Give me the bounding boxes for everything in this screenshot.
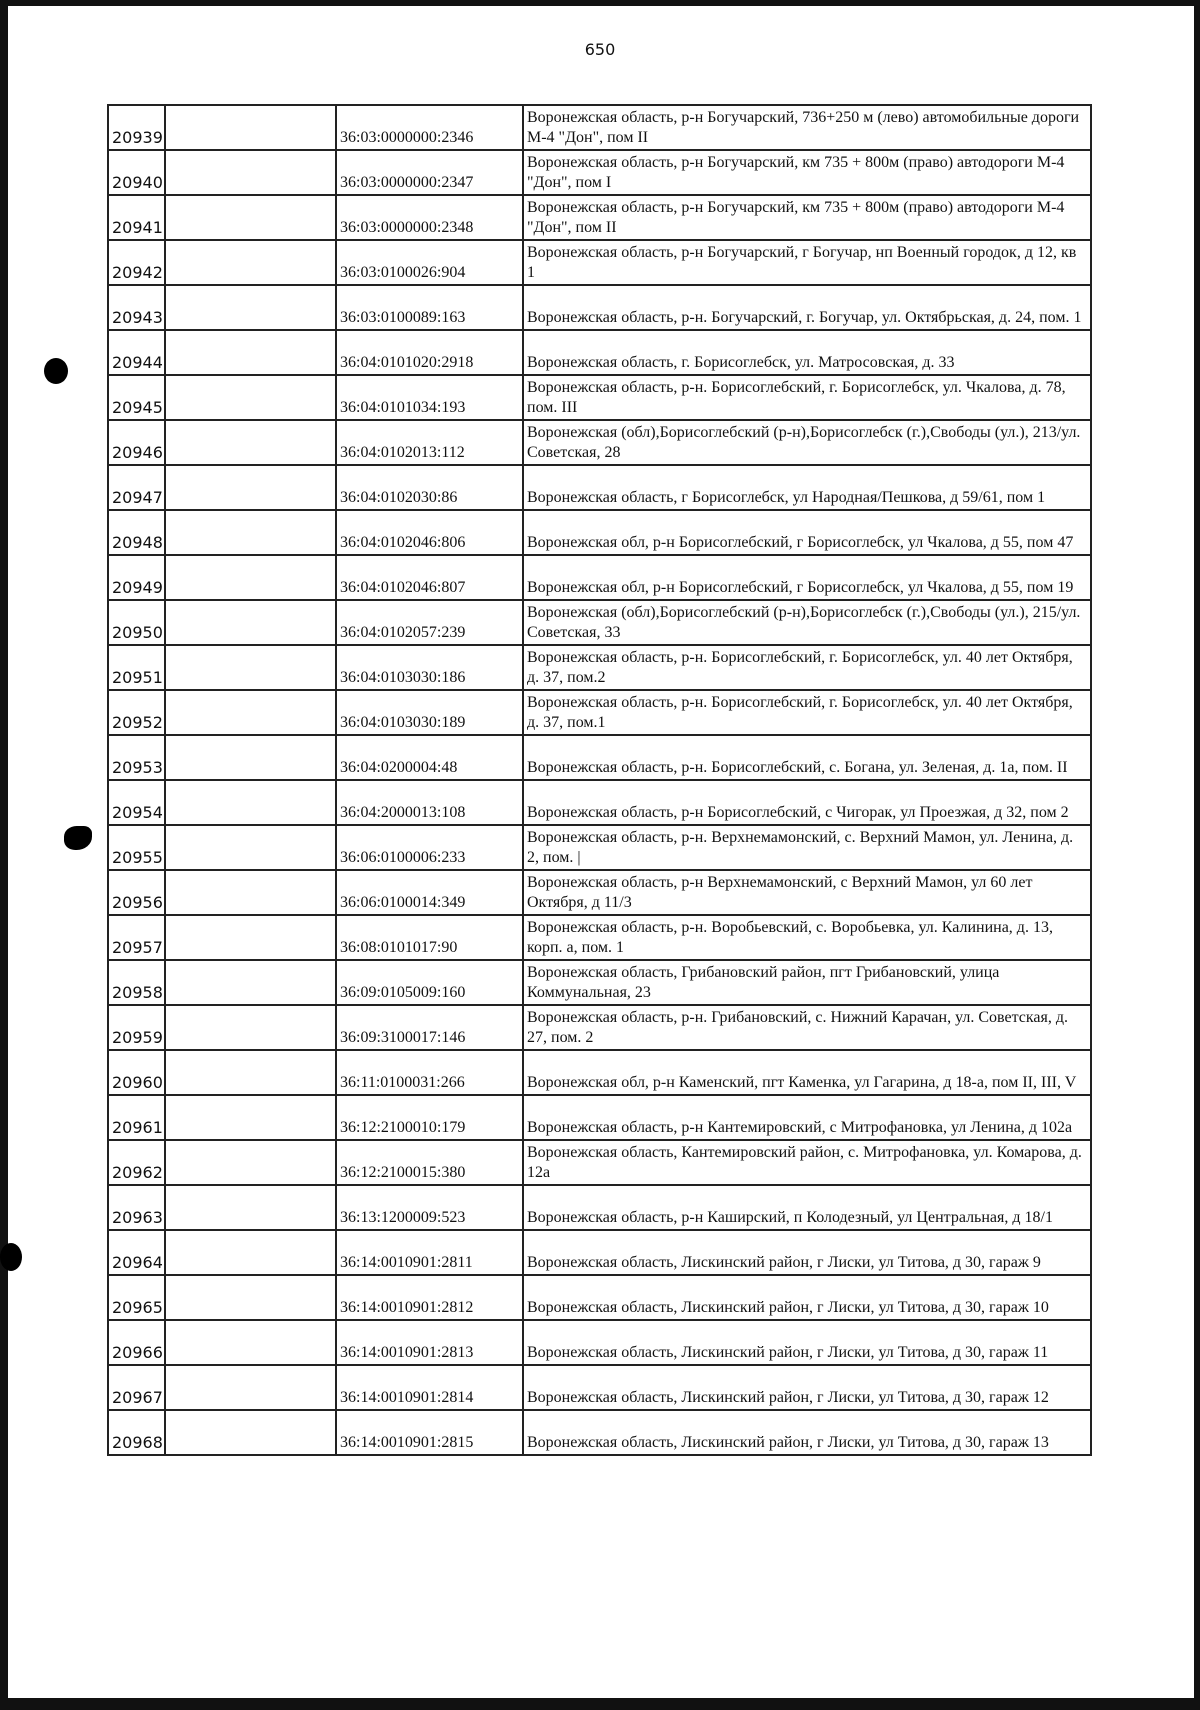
row-number-cell: 20954	[108, 780, 165, 825]
table-row	[108, 1005, 1091, 1050]
table-row	[108, 690, 1091, 735]
table-row	[108, 1050, 1091, 1095]
page-number: 650	[584, 40, 616, 59]
table-row	[108, 1140, 1091, 1185]
table-row	[108, 870, 1091, 915]
address-cell: Воронежская область, Грибановский район, пгт Грибановский, улица Коммунальная, 23	[523, 960, 1091, 1005]
address-cell: Воронежская область, Лискинский район, г Лиски, ул Титова, д 30, гараж 13	[523, 1410, 1091, 1455]
cadastral-number-cell: 36:03:0100089:163	[336, 285, 523, 330]
empty-cell	[165, 1275, 336, 1320]
address-cell: Воронежская область, р-н Кантемировский, с Митрофановка, ул Ленина, д 102а	[523, 1095, 1091, 1140]
row-number-cell: 20960	[108, 1050, 165, 1095]
address-cell: Воронежская область, р-н Каширский, п Колодезный, ул Центральная, д 18/1	[523, 1185, 1091, 1230]
empty-cell	[165, 510, 336, 555]
address-cell: Воронежская область, Лискинский район, г Лиски, ул Титова, д 30, гараж 10	[523, 1275, 1091, 1320]
cadastral-number-cell: 36:06:0100014:349	[336, 870, 523, 915]
binder-hole-mark	[0, 1243, 22, 1271]
address-cell: Воронежская (обл),Борисоглебский (р-н),Борисоглебск (г.),Свободы (ул.), 213/ул. Советская, 28	[523, 420, 1091, 465]
empty-cell	[165, 195, 336, 240]
table-row	[108, 1320, 1091, 1365]
row-number-cell: 20948	[108, 510, 165, 555]
address-cell: Воронежская область, р-н. Борисоглебский, г. Борисоглебск, ул. 40 лет Октября, д. 37, пом.1	[523, 690, 1091, 735]
empty-cell	[165, 870, 336, 915]
cadastral-number-cell: 36:14:0010901:2814	[336, 1365, 523, 1410]
row-number-cell: 20964	[108, 1230, 165, 1275]
address-cell: Воронежская область, р-н Богучарский, 736+250 м (лево) автомобильные дороги М-4 "Дон", пом II	[523, 105, 1091, 150]
empty-cell	[165, 1230, 336, 1275]
table-row	[108, 960, 1091, 1005]
table-row	[108, 780, 1091, 825]
address-cell: Воронежская область, Лискинский район, г Лиски, ул Титова, д 30, гараж 12	[523, 1365, 1091, 1410]
cadastral-number-cell: 36:14:0010901:2811	[336, 1230, 523, 1275]
cadastral-number-cell: 36:04:0200004:48	[336, 735, 523, 780]
address-cell: Воронежская область, р-н. Борисоглебский, с. Богана, ул. Зеленая, д. 1а, пом. II	[523, 735, 1091, 780]
address-cell: Воронежская область, р-н. Борисоглебский, г. Борисоглебск, ул. 40 лет Октября, д. 37, пом.2	[523, 645, 1091, 690]
empty-cell	[165, 285, 336, 330]
address-cell: Воронежская область, Лискинский район, г Лиски, ул Титова, д 30, гараж 11	[523, 1320, 1091, 1365]
empty-cell	[165, 1050, 336, 1095]
address-cell: Воронежская область, г Борисоглебск, ул Народная/Пешкова, д 59/61, пом 1	[523, 465, 1091, 510]
cadastral-number-cell: 36:04:0102013:112	[336, 420, 523, 465]
cadastral-number-cell: 36:14:0010901:2815	[336, 1410, 523, 1455]
empty-cell	[165, 1185, 336, 1230]
empty-cell	[165, 240, 336, 285]
table-row	[108, 330, 1091, 375]
table-row	[108, 735, 1091, 780]
cadastral-number-cell: 36:06:0100006:233	[336, 825, 523, 870]
empty-cell	[165, 780, 336, 825]
row-number-cell: 20941	[108, 195, 165, 240]
cadastral-number-cell: 36:08:0101017:90	[336, 915, 523, 960]
cadastral-number-cell: 36:04:0103030:189	[336, 690, 523, 735]
empty-cell	[165, 465, 336, 510]
cadastral-number-cell: 36:04:0101020:2918	[336, 330, 523, 375]
binder-hole-mark	[44, 358, 68, 384]
property-register-table	[107, 104, 1092, 1456]
address-cell: Воронежская обл, р-н Каменский, пгт Каменка, ул Гагарина, д 18-а, пом II, III, V	[523, 1050, 1091, 1095]
empty-cell	[165, 915, 336, 960]
cadastral-number-cell: 36:04:0101034:193	[336, 375, 523, 420]
address-cell: Воронежская область, р-н Верхнемамонский, с Верхний Мамон, ул 60 лет Октября, д 11/3	[523, 870, 1091, 915]
cadastral-number-cell: 36:04:2000013:108	[336, 780, 523, 825]
row-number-cell: 20945	[108, 375, 165, 420]
address-cell: Воронежская область, Кантемировский район, с. Митрофановка, ул. Комарова, д. 12а	[523, 1140, 1091, 1185]
table-row	[108, 600, 1091, 645]
row-number-cell: 20952	[108, 690, 165, 735]
row-number-cell: 20962	[108, 1140, 165, 1185]
table-row	[108, 1095, 1091, 1140]
table-row	[108, 285, 1091, 330]
row-number-cell: 20955	[108, 825, 165, 870]
cadastral-number-cell: 36:03:0000000:2346	[336, 105, 523, 150]
cadastral-number-cell: 36:14:0010901:2813	[336, 1320, 523, 1365]
address-cell: Воронежская область, р-н Богучарский, г Богучар, нп Военный городок, д 12, кв 1	[523, 240, 1091, 285]
table-row	[108, 1365, 1091, 1410]
row-number-cell: 20956	[108, 870, 165, 915]
empty-cell	[165, 600, 336, 645]
table-row	[108, 645, 1091, 690]
empty-cell	[165, 960, 336, 1005]
row-number-cell: 20957	[108, 915, 165, 960]
table-row	[108, 150, 1091, 195]
empty-cell	[165, 1095, 336, 1140]
cadastral-number-cell: 36:12:2100015:380	[336, 1140, 523, 1185]
address-cell: Воронежская область, р-н. Богучарский, г. Богучар, ул. Октябрьская, д. 24, пом. 1	[523, 285, 1091, 330]
row-number-cell: 20961	[108, 1095, 165, 1140]
empty-cell	[165, 150, 336, 195]
row-number-cell: 20947	[108, 465, 165, 510]
row-number-cell: 20943	[108, 285, 165, 330]
address-cell: Воронежская область, р-н. Воробьевский, с. Воробьевка, ул. Калинина, д. 13, корп. а, пом. 1	[523, 915, 1091, 960]
row-number-cell: 20951	[108, 645, 165, 690]
empty-cell	[165, 330, 336, 375]
table-row	[108, 240, 1091, 285]
cadastral-number-cell: 36:12:2100010:179	[336, 1095, 523, 1140]
empty-cell	[165, 1140, 336, 1185]
empty-cell	[165, 420, 336, 465]
row-number-cell: 20958	[108, 960, 165, 1005]
address-cell: Воронежская область, р-н. Грибановский, с. Нижний Карачан, ул. Советская, д. 27, пом. 2	[523, 1005, 1091, 1050]
address-cell: Воронежская область, Лискинский район, г Лиски, ул Титова, д 30, гараж 9	[523, 1230, 1091, 1275]
register-table-body	[108, 105, 1091, 1455]
empty-cell	[165, 555, 336, 600]
row-number-cell: 20950	[108, 600, 165, 645]
row-number-cell: 20944	[108, 330, 165, 375]
empty-cell	[165, 105, 336, 150]
row-number-cell: 20963	[108, 1185, 165, 1230]
table-row	[108, 555, 1091, 600]
row-number-cell: 20939	[108, 105, 165, 150]
cadastral-number-cell: 36:03:0100026:904	[336, 240, 523, 285]
row-number-cell: 20959	[108, 1005, 165, 1050]
table-row	[108, 825, 1091, 870]
address-cell: Воронежская (обл),Борисоглебский (р-н),Борисоглебск (г.),Свободы (ул.), 215/ул. Советская, 33	[523, 600, 1091, 645]
address-cell: Воронежская область, г. Борисоглебск, ул. Матросовская, д. 33	[523, 330, 1091, 375]
row-number-cell: 20965	[108, 1275, 165, 1320]
table-row	[108, 1410, 1091, 1455]
address-cell: Воронежская область, р-н Борисоглебский, с Чигорак, ул Проезжая, д 32, пом 2	[523, 780, 1091, 825]
empty-cell	[165, 825, 336, 870]
empty-cell	[165, 690, 336, 735]
cadastral-number-cell: 36:04:0102057:239	[336, 600, 523, 645]
empty-cell	[165, 1365, 336, 1410]
address-cell: Воронежская область, р-н. Верхнемамонский, с. Верхний Мамон, ул. Ленина, д. 2, пом. |	[523, 825, 1091, 870]
table-row	[108, 420, 1091, 465]
address-cell: Воронежская обл, р-н Борисоглебский, г Борисоглебск, ул Чкалова, д 55, пом 19	[523, 555, 1091, 600]
cadastral-number-cell: 36:04:0102030:86	[336, 465, 523, 510]
empty-cell	[165, 1410, 336, 1455]
empty-cell	[165, 735, 336, 780]
table-row	[108, 375, 1091, 420]
cadastral-number-cell: 36:04:0102046:806	[336, 510, 523, 555]
empty-cell	[165, 1320, 336, 1365]
address-cell: Воронежская область, р-н Богучарский, км 735 + 800м (право) автодороги М-4 "Дон", пом II	[523, 195, 1091, 240]
row-number-cell: 20940	[108, 150, 165, 195]
table-row	[108, 1230, 1091, 1275]
cadastral-number-cell: 36:04:0103030:186	[336, 645, 523, 690]
cadastral-number-cell: 36:13:1200009:523	[336, 1185, 523, 1230]
cadastral-number-cell: 36:11:0100031:266	[336, 1050, 523, 1095]
table-row	[108, 1185, 1091, 1230]
address-cell: Воронежская область, р-н Богучарский, км 735 + 800м (право) автодороги М-4 "Дон", пом I	[523, 150, 1091, 195]
cadastral-number-cell: 36:03:0000000:2348	[336, 195, 523, 240]
table-row	[108, 915, 1091, 960]
row-number-cell: 20953	[108, 735, 165, 780]
cadastral-number-cell: 36:09:3100017:146	[336, 1005, 523, 1050]
table-row	[108, 195, 1091, 240]
table-row	[108, 1275, 1091, 1320]
row-number-cell: 20946	[108, 420, 165, 465]
address-cell: Воронежская область, р-н. Борисоглебский, г. Борисоглебск, ул. Чкалова, д. 78, пом. III	[523, 375, 1091, 420]
empty-cell	[165, 1005, 336, 1050]
row-number-cell: 20942	[108, 240, 165, 285]
empty-cell	[165, 645, 336, 690]
row-number-cell: 20967	[108, 1365, 165, 1410]
cadastral-number-cell: 36:14:0010901:2812	[336, 1275, 523, 1320]
table-row	[108, 105, 1091, 150]
row-number-cell: 20966	[108, 1320, 165, 1365]
cadastral-number-cell: 36:03:0000000:2347	[336, 150, 523, 195]
table-row	[108, 465, 1091, 510]
cadastral-number-cell: 36:04:0102046:807	[336, 555, 523, 600]
cadastral-number-cell: 36:09:0105009:160	[336, 960, 523, 1005]
row-number-cell: 20968	[108, 1410, 165, 1455]
table-row	[108, 510, 1091, 555]
empty-cell	[165, 375, 336, 420]
row-number-cell: 20949	[108, 555, 165, 600]
address-cell: Воронежская обл, р-н Борисоглебский, г Борисоглебск, ул Чкалова, д 55, пом 47	[523, 510, 1091, 555]
